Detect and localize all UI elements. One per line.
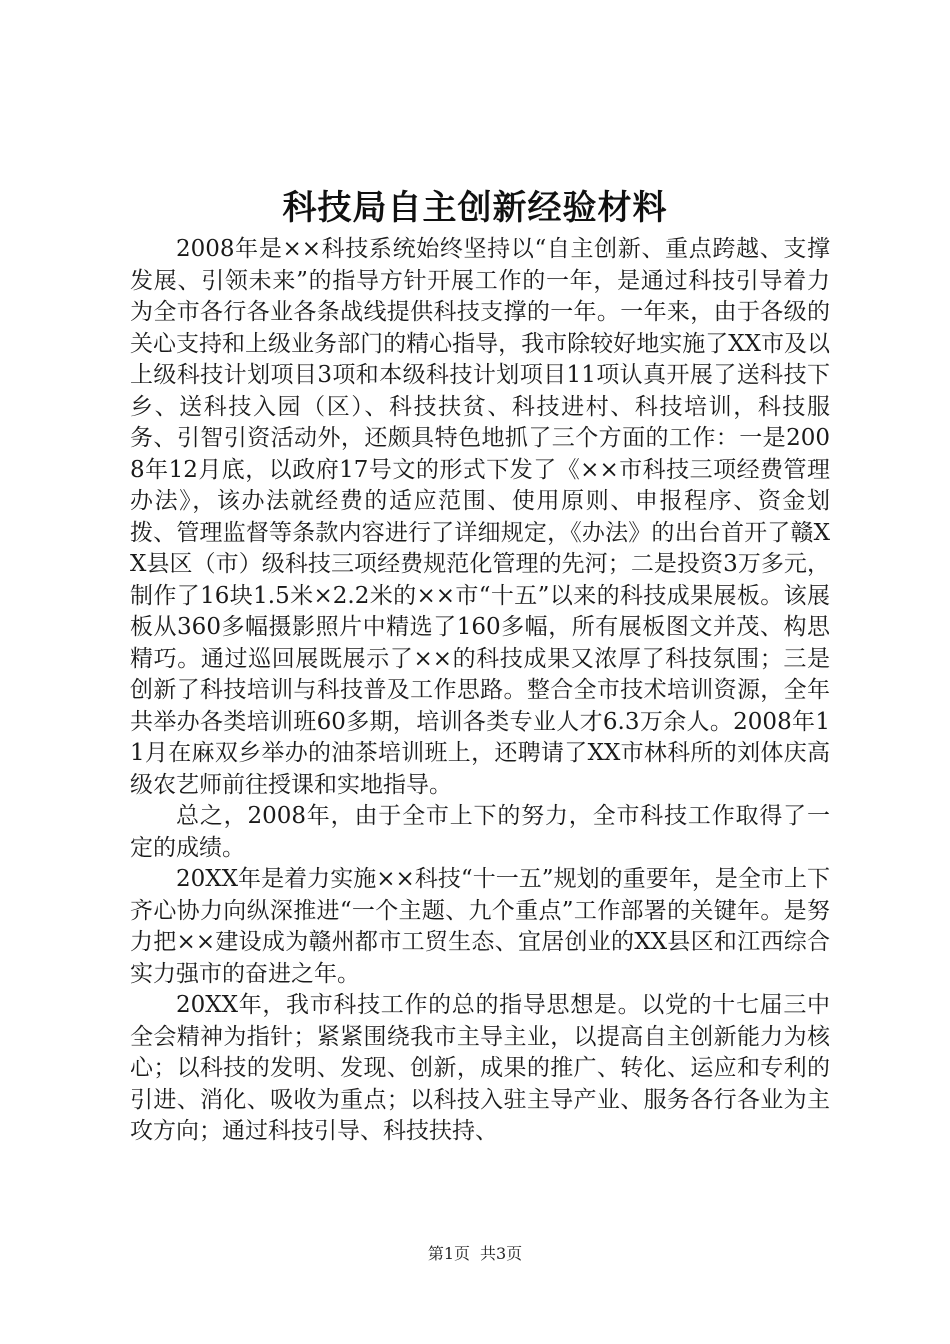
paragraph-guiding-thought: 20XX年，我市科技工作的总的指导思想是。以党的十七届三中全会精神为指针；紧紧围绕我市主导主业，以提高自主创新能力为核心；以科技的发明、发现、创新，成果的推广、转化、运应和专利的引进、消化、吸收为重点；以科技入驻主导产业、服务各行各业为主攻方向；通过科技引导、科技扶持、 [130,992,830,1144]
paragraph-key-year: 20XX年是着力实施××科技“十一五”规划的重要年，是全市上下齐心协力向纵深推进“一个主题、九个重点”工作部署的关键年。是努力把××建设成为赣州都市工贸生态、宜居创业的XX县区和江西综合实力强市的奋进之年。 [130,866,830,987]
page-total: 共3页 [480,1244,523,1263]
paragraph-achievements-2008: 2008年是××科技系统始终坚持以“自主创新、重点跨越、支撑发展、引领未来”的指导方针开展工作的一年，是通过科技引导着力为全市各行各业各条战线提供科技支撑的一年。一年来，由于各级的关心支持和上级业务部门的精心指导，我市除较好地实施了XX市及以上级科技计划项目3项和本级科技计划项目11项认真开展了送科技下乡、送科技入园（区）、科技扶贫、科技进村、科技培训，科技服务、引智引资活动外，还颇具特色地抓了三个方面的工作：一是2008年12月底，以政府17号文的形式下发了《××市科技三项经费管理办法》，该办法就经费的适应范围、使用原则、申报程序、资金划拨、管理监督等条款内容进行了详细规定，《办法》的出台首开了赣XX县区（市）级科技三项经费规范化管理的先河；二是投资3万多元，制作了16块1.5米×2.2米的××市“十五”以来的科技成果展板。该展板从360多幅摄影照片中精选了160多幅，所有展板图文并茂、构思精巧。通过巡回展既展示了××的科技成果又浓厚了科技氛围；三是创新了科技培训与科技普及工作思路。整合全市技术培训资源，全年共举办各类培训班60多期，培训各类专业人才6.3万余人。2008年11月在麻双乡举办的油茶培训班上，还聘请了XX市林科所的刘体庆高级农艺师前往授课和实地指导。 [130,236,830,798]
document-title: 科技局自主创新经验材料 [282,188,668,228]
document-body [130,234,830,1148]
paragraph-summary: 总之，2008年，由于全市上下的努力，全市科技工作取得了一定的成绩。 [130,803,830,861]
page-footer [0,1243,950,1265]
page-number: 第1页 [427,1244,470,1263]
